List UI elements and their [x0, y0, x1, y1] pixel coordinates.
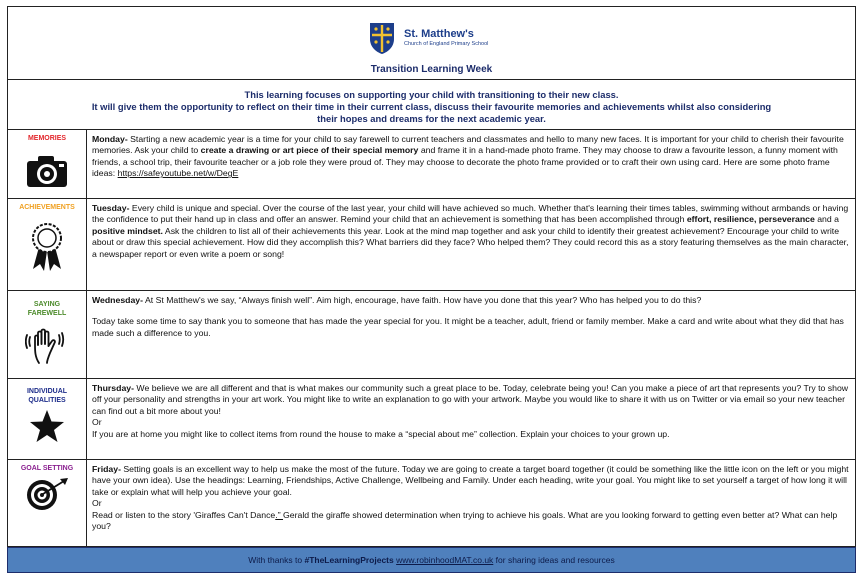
friday-text-2: [92, 510, 851, 533]
day-thursday: Thursday-: [92, 383, 134, 393]
tuesday-text-3: Ask the children to list all of their achievements this year. Look at the mind map together and ask your child to identify their greatest achievement? Encourage your child to write about or draw this special achievement. How did they accomplish this? What barriers did they face? Who helped them? They could record this as a story featuring themselves as the main character, a newspaper report or even write a poem or song!: [92, 225, 849, 259]
header: [7, 6, 856, 80]
camera-icon: [26, 154, 68, 188]
intro-line-1: This learning focuses on supporting your child with transitioning to their new class.: [244, 89, 619, 100]
monday-text-2: and frame it in a hand-made photo frame. They may choose to draw a favourite lesson, a funny moment with friends, a school trip, their favourite teacher or a job role they were proud of. They may choose to decorate the photo frame provided or to craft their own using card. Here are some photo frame ideas:: [92, 145, 838, 179]
target-icon: [24, 476, 70, 512]
school-subtitle: Church of England Primary School: [404, 40, 489, 47]
photo-frame-link[interactable]: https://safeyoutube.net/w/DegE: [117, 168, 239, 179]
monday-bold-1: create a drawing or art piece of their special memory: [200, 145, 419, 156]
friday-text-2b: Gerald the giraffe showed determination when trying to achieve his goals. What are you looking forward to getting even better at? What can help you?: [92, 509, 838, 532]
friday-text-2a: Read or listen to the story 'Giraffes Can't Dance: [92, 509, 276, 520]
wednesday-text-1: At St Matthew's we say, “Always finish well”. Aim high, encourage, have faith. How have you done that this year? Who has helped you to do this?: [143, 295, 702, 305]
row-thursday: [7, 379, 856, 460]
row-wednesday: [7, 291, 856, 379]
wednesday-text-2: Today take some time to say thank you to someone that has made the year special for you. It might be a teacher, adult, friend or family member. Make a card and write about what they did that has made such a difference to you.: [92, 316, 844, 338]
row-text-thursday: [87, 379, 855, 459]
star-icon: [29, 409, 65, 443]
row-label-farewell: [8, 291, 86, 318]
school-crest-icon: [368, 21, 396, 55]
qualities-label-line-1: INDIVIDUAL: [26, 388, 68, 395]
row-tuesday: [7, 199, 856, 291]
footer-link[interactable]: www.robinhoodMAT.co.uk: [396, 555, 494, 565]
row-friday: [7, 460, 856, 547]
friday-text-1: Setting goals is an excellent way to help us make the most of the future. Today we are going to create a target board together (it could be something like the little icon on the left or you might have your own idea). Use the headings: Learning, Friendships, Active Challenge, Wellbeing and Family. Under each heading, write your goal. You might like to set yourself a target of how long it will take or explain what will help you achieve your goal.: [92, 464, 849, 497]
intro-box: [7, 80, 856, 130]
waving-hand-icon: [25, 327, 69, 367]
footer: [7, 547, 856, 573]
row-monday: [7, 130, 856, 199]
farewell-label-line-1: SAYING: [33, 301, 61, 308]
tuesday-bold-1: effort, resilience, perseverance: [686, 214, 815, 225]
day-wednesday: Wednesday-: [92, 295, 144, 305]
intro-line-3: their hopes and dreams for the next academic year.: [317, 113, 546, 124]
school-name: St. Matthew's: [404, 27, 474, 40]
row-text-wednesday: [87, 291, 855, 378]
row-text-tuesday: [87, 199, 855, 290]
giraffes-story-link[interactable]: .”: [275, 509, 284, 520]
tuesday-text-1: Every child is unique and special. Over the course of the last year, your child will have achieved so much. Whether that's learning their times tables, swimming without armbands or having the confidence to put their hand up in class and offer an answer. Remind your child that an achievement is something that has been accomplished through: [92, 203, 849, 225]
tuesday-bold-2: positive mindset.: [92, 225, 163, 236]
day-tuesday: Tuesday-: [92, 203, 130, 213]
thursday-text-2: If you are at home you might like to collect items from round the house to make a “special about me” collection. Explain your choices to your grown up.: [92, 428, 670, 439]
row-text-friday: [87, 460, 855, 546]
qualities-label-line-2: QUALITIES: [28, 396, 66, 404]
rosette-icon: [27, 221, 67, 271]
footer-text-post: for sharing ideas and resources: [493, 555, 615, 565]
footer-text-pre: With thanks to: [248, 555, 305, 565]
row-label-memories: MEMORIES: [27, 135, 67, 142]
thursday-or: Or: [92, 417, 102, 428]
page-title: Transition Learning Week: [370, 64, 493, 75]
friday-or: Or: [92, 498, 102, 509]
tuesday-text-2: and a: [814, 214, 839, 225]
row-label-goal-setting: GOAL SETTING: [20, 465, 74, 472]
day-friday: Friday-: [92, 464, 121, 474]
row-label-qualities: [8, 379, 86, 405]
row-text-monday: [87, 130, 855, 198]
footer-hashtag: #TheLearningProjects: [304, 555, 394, 565]
day-monday: Monday-: [92, 134, 128, 144]
farewell-label-line-2: FAREWELL: [27, 309, 67, 317]
row-label-achievements: ACHIEVEMENTS: [19, 204, 75, 211]
thursday-text-1: We believe we are all different and that is what makes our community such a great place to be. Today, celebrate being you! Can you make a piece of art that represents you? Try to show off your personality and strengths in your art work. You might like to write an explanation to go with your artwork. Maybe you would like to share it with us on Twitter or via email so your new teacher can find out a bit more about you!: [92, 383, 849, 416]
intro-line-2: It will give them the opportunity to reflect on their time in their current class, discuss their favourite memories and achievements whilst also considering: [91, 101, 772, 112]
monday-text-1: Starting a new academic year is a time for your child to say farewell to current teachers and classmates and hello to many new faces. It is important for your child to cherish their favourite memories. Ask your child to: [92, 134, 844, 156]
school-logo: [368, 21, 488, 55]
